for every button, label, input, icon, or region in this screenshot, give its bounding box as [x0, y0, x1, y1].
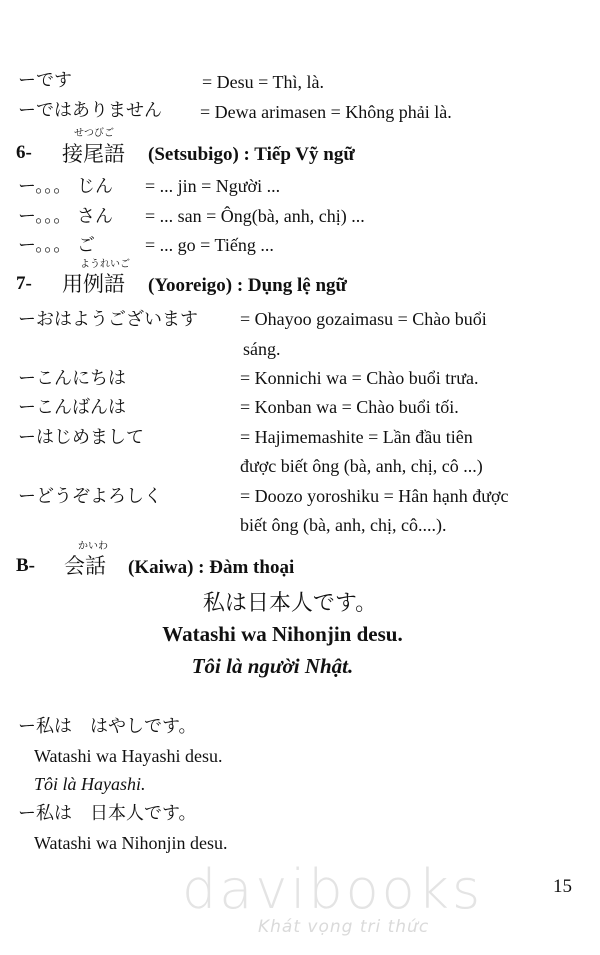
- section-b-number: B-: [16, 555, 35, 576]
- example-2-romaji: Watashi wa Nihonjin desu.: [34, 833, 228, 853]
- suffix-jp-jin: ー。。。 じん: [18, 176, 114, 197]
- vocab-meaning-dewa: = Dewa arimasen = Không phải là.: [200, 102, 452, 122]
- expression-meaning-ohayoo-cont: sáng.: [243, 339, 281, 359]
- section-b-title: (Kaiwa) : Đàm thoại: [128, 557, 295, 578]
- expression-meaning-konbanwa: = Konban wa = Chào buổi tối.: [240, 397, 459, 417]
- section-7-number: 7-: [16, 273, 32, 294]
- expression-meaning-hajimemashite-cont: được biết ông (bà, anh, chị, cô ...): [240, 456, 483, 476]
- section-6-title: (Setsubigo) : Tiếp Vỹ ngữ: [148, 144, 355, 165]
- suffix-meaning-jin: = ... jin = Người ...: [145, 176, 281, 196]
- expression-jp-doozo: ーどうぞよろしく: [18, 486, 162, 507]
- section-7-heading: [16, 273, 32, 295]
- example-1-vietnamese: Tôi là Hayashi.: [34, 774, 146, 794]
- section-6-heading: [16, 142, 32, 164]
- example-1-romaji: Watashi wa Hayashi desu.: [34, 746, 223, 766]
- vocab-row-dewa: [18, 98, 162, 123]
- expression-meaning-doozo-cont: biết ông (bà, anh, chị, cô....).: [240, 515, 447, 535]
- expression-jp-konnichiwa: ーこんにちは: [18, 368, 126, 389]
- section-6-kanji: 接尾語: [62, 142, 125, 166]
- section-b-furigana: かいわ: [78, 541, 108, 552]
- example-2-jp: ー私は 日本人です。: [18, 803, 197, 824]
- expression-jp-ohayoo: ーおはようございます: [18, 309, 198, 330]
- watermark-brand: davibooks: [182, 858, 484, 921]
- suffix-meaning-go: = ... go = Tiếng ...: [145, 235, 274, 255]
- dialog-japanese: 私は日本人です。: [202, 591, 378, 616]
- section-b-heading: [16, 555, 35, 577]
- suffix-jp-go: ー。。。 ご: [18, 235, 96, 256]
- section-b-kanji: 会話: [64, 554, 106, 578]
- watermark-tagline: Khát vọng tri thức: [258, 917, 430, 937]
- section-7-kanji: 用例語: [62, 272, 125, 296]
- section-7-furigana: ようれいご: [80, 259, 130, 270]
- suffix-meaning-san: = ... san = Ông(bà, anh, chị) ...: [145, 206, 365, 226]
- section-6-number: 6-: [16, 142, 32, 163]
- section-6-furigana: せつびご: [74, 128, 114, 139]
- expression-meaning-hajimemashite: = Hajimemashite = Lần đầu tiên: [240, 427, 473, 447]
- page-number: 15: [553, 876, 572, 897]
- expression-jp-hajimemashite: ーはじめまして: [18, 427, 144, 448]
- vocab-row-desu: [18, 68, 72, 93]
- dialog-romaji: Watashi wa Nihonjin desu.: [162, 622, 403, 646]
- example-1-jp: ー私は はやしです。: [18, 716, 197, 737]
- suffix-jp-san: ー。。。 さん: [18, 206, 114, 227]
- section-7-title: (Yooreigo) : Dụng lệ ngữ: [148, 275, 347, 296]
- expression-meaning-ohayoo: = Ohayoo gozaimasu = Chào buổi: [240, 309, 487, 329]
- expression-meaning-doozo: = Doozo yoroshiku = Hân hạnh được: [240, 486, 509, 506]
- expression-meaning-konnichiwa: = Konnichi wa = Chào buổi trưa.: [240, 368, 479, 388]
- dialog-vietnamese: Tôi là người Nhật.: [191, 654, 354, 678]
- vocab-jp: ーではありません: [18, 100, 162, 121]
- vocab-meaning-desu: = Desu = Thì, là.: [202, 72, 324, 92]
- vocab-jp: ーです: [18, 70, 72, 91]
- expression-jp-konbanwa: ーこんばんは: [18, 397, 126, 418]
